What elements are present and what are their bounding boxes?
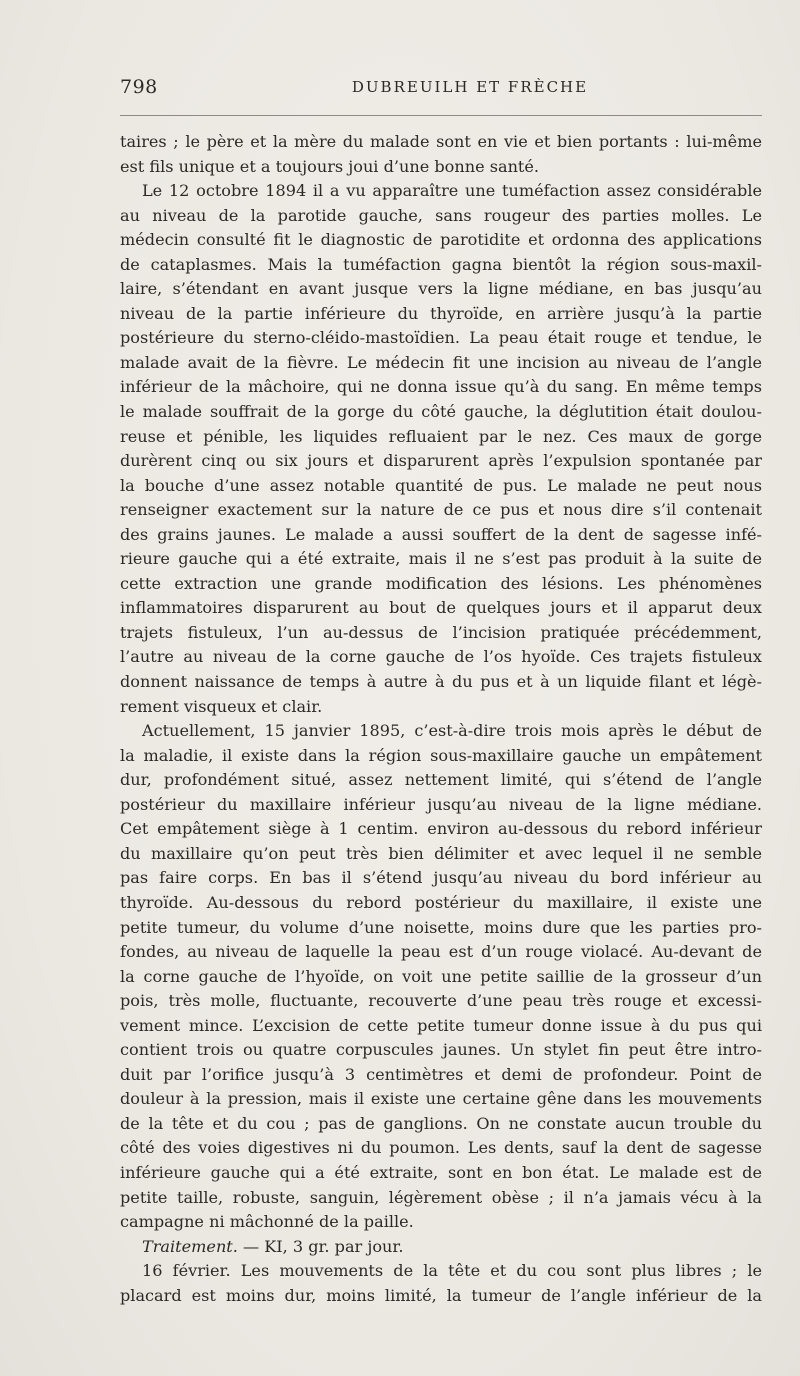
text-line: l’autre au niveau de la corne gauche de l’os hyoïde. Ces trajets fistuleux <box>120 647 762 667</box>
text-line: dur, profondément situé, assez nettement limité, qui s’étend de l’angle <box>120 770 762 790</box>
text-line: rieure gauche qui a été extraite, mais il ne s’est pas produit à la suite de <box>120 549 762 569</box>
text-line: est fils unique et a toujours joui d’une bonne santé. <box>120 156 540 176</box>
text-line: médecin consulté fit le diagnostic de parotidite et ordonna des applications <box>120 230 762 250</box>
body-text <box>120 130 762 1308</box>
text-line: thyroïde. Au-dessous du rebord postérieur du maxillaire, il existe une <box>120 892 762 912</box>
text-line: côté des voies digestives ni du poumon. Les dents, sauf la dent de sagesse <box>120 1138 762 1158</box>
text-line: taires ; le père et la mère du malade sont en vie et bien portants : lui-même <box>120 132 762 151</box>
text-line: le malade souffrait de la gorge du côté gauche, la déglutition était doulou- <box>120 402 762 422</box>
text-line: postérieur du maxillaire inférieur jusqu’au niveau de la ligne médiane. <box>120 794 762 814</box>
text-line: la corne gauche de l’hyoïde, on voit une petite saillie de la grosseur d’un <box>120 966 762 986</box>
text-line: inférieure gauche qui a été extraite, sont en bon état. Le malade est de <box>120 1162 762 1182</box>
header-rule <box>120 115 762 116</box>
text-line: petite taille, robuste, sanguin, légèrement obèse ; il n’a jamais vécu à la <box>120 1187 762 1207</box>
text-line: duit par l’orifice jusqu’à 3 centimètres et demi de profondeur. Point de <box>120 1064 762 1084</box>
text-line: au niveau de la parotide gauche, sans rougeur des parties molles. Le <box>120 205 762 225</box>
page-number: 798 <box>120 76 158 98</box>
text-line: du maxillaire qu’on peut très bien délimiter et avec lequel il ne semble <box>120 843 762 863</box>
text-line: donnent naissance de temps à autre à du pus et à un liquide filant et légè- <box>120 672 762 692</box>
traitement-text: — KI, 3 gr. par jour. <box>237 1236 404 1256</box>
text-line: renseigner exactement sur la nature de ce pus et nous dire s’il contenait <box>120 500 762 520</box>
text-line: contient trois ou quatre corpuscules jaunes. Un stylet fin peut être intro- <box>120 1040 762 1060</box>
text-line: la maladie, il existe dans la région sous-maxillaire gauche un empâtement <box>120 745 762 765</box>
text-line: Actuellement, 15 janvier 1895, c’est-à-dire trois mois après le début de <box>142 721 762 741</box>
text-line: niveau de la partie inférieure du thyroïde, en arrière jusqu’à la partie <box>120 303 762 323</box>
text-line: fondes, au niveau de laquelle la peau est d’un rouge violacé. Au-devant de <box>120 942 762 962</box>
text-line: inférieur de la mâchoire, qui ne donna issue qu’à du sang. En même temps <box>120 377 762 397</box>
page-header <box>120 76 762 102</box>
text-line: pois, très molle, fluctuante, recouverte d’une peau très rouge et excessi- <box>120 991 762 1011</box>
text-line: trajets fistuleux, l’un au-dessus de l’incision pratiquée précédemment, <box>120 622 762 642</box>
traitement-label: Traitement. <box>142 1236 238 1256</box>
text-line: la bouche d’une assez notable quantité de pus. Le malade ne peut nous <box>120 475 762 495</box>
text-line: des grains jaunes. Le malade a aussi souffert de la dent de sagesse infé- <box>120 524 762 544</box>
text-line: douleur à la pression, mais il existe une certaine gêne dans les mouvements <box>120 1089 762 1109</box>
text-line: reuse et pénible, les liquides refluaient par le nez. Ces maux de gorge <box>120 426 762 446</box>
text-line: rement visqueux et clair. <box>120 696 323 716</box>
text-line: pas faire corps. En bas il s’étend jusqu’au niveau du bord inférieur au <box>120 868 762 888</box>
text-line: de la tête et du cou ; pas de ganglions. On ne constate aucun trouble du <box>120 1113 762 1133</box>
text-line: de cataplasmes. Mais la tuméfaction gagna bientôt la région sous-maxil- <box>120 254 762 274</box>
text-line: vement mince. L’excision de cette petite tumeur donne issue à du pus qui <box>120 1015 762 1035</box>
text-line: postérieure du sterno-cléido-mastoïdien. La peau était rouge et tendue, le <box>120 328 762 348</box>
running-head: DUBREUILH ET FRÈCHE <box>351 78 589 96</box>
text-line: petite tumeur, du volume d’une noisette, moins dure que les parties pro- <box>120 917 762 937</box>
text-line: laire, s’étendant en avant jusque vers la ligne médiane, en bas jusqu’au <box>120 279 762 299</box>
text-line: placard est moins dur, moins limité, la tumeur de l’angle inférieur de la <box>120 1285 762 1305</box>
text-line: Cet empâtement siège à 1 centim. environ au-dessous du rebord inférieur <box>120 819 762 839</box>
traitement-line <box>120 1235 762 1260</box>
text-line: Le 12 octobre 1894 il a vu apparaître une tuméfaction assez considérable <box>142 181 762 201</box>
text-line: malade avait de la fièvre. Le médecin fit une incision au niveau de l’angle <box>120 352 762 372</box>
text-line: 16 février. Les mouvements de la tête et du cou sont plus libres ; le <box>142 1261 762 1281</box>
text-line: campagne ni mâchonné de la paille. <box>120 1212 414 1232</box>
text-line: durèrent cinq ou six jours et disparurent après l’expulsion spontanée par <box>120 451 762 471</box>
text-line: inflammatoires disparurent au bout de quelques jours et il apparut deux <box>120 598 762 618</box>
text-line: cette extraction une grande modification des lésions. Les phénomènes <box>120 573 762 593</box>
